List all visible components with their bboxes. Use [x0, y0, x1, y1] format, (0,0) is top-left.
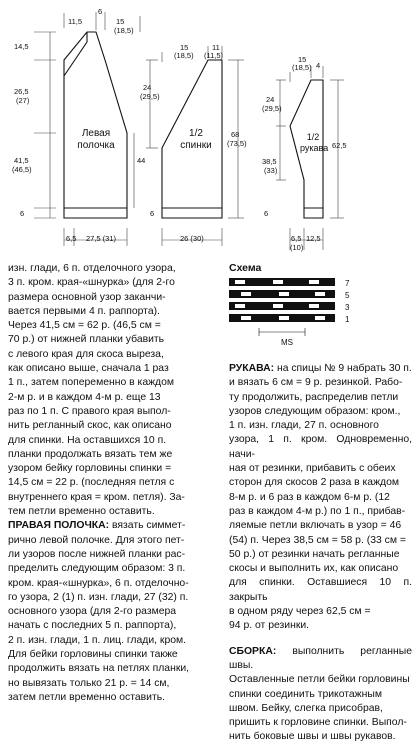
text-line: пришить к горловине спинки. Выпол- [229, 717, 407, 729]
left-top-mid-dim: 6 [98, 7, 103, 16]
text-line: ная от резинки, прибавить с обеих [229, 463, 396, 475]
text-line: но вывязать только 21 р. = 14 см, [8, 677, 170, 689]
back-top-right-alt-dim: (11,5) [204, 51, 224, 60]
back-h68-alt-dim: (73,5) [227, 139, 247, 148]
schema-ms-label: MS [281, 338, 293, 347]
text-line: основного узора (для 2-го размера [8, 606, 177, 618]
back-h68-dim: 68 [231, 130, 240, 139]
left-bottom-left-dim: 6,5 [66, 234, 77, 243]
sleeve-h625-dim: 62,5 [332, 141, 347, 150]
sleeve-h6-dim: 6 [264, 209, 269, 218]
sleeve-top-left-alt-dim: (18,5) [292, 63, 312, 72]
text-line: 14,5 см = 22 р. (последняя петля с [8, 477, 175, 489]
text-line: 2-м р. и в каждом 4-м р. еще 13 [8, 391, 161, 403]
left-h6-dim: 6 [20, 209, 25, 218]
right-polochka-paragraph [8, 519, 214, 533]
text-line: вязать симмет- [109, 520, 186, 532]
text-line: го узора, 2 (1) п. изн. глади, 27 (32) п. [8, 591, 189, 603]
left-h415-alt-dim: (46,5) [12, 165, 32, 174]
text-line: ли узоров после нижней планки рас- [8, 548, 186, 560]
sleeve-piece-label: 1/2 рукава [300, 132, 329, 153]
text-line: выполнить регланные швы. [229, 645, 412, 671]
sleeve-h385-dim: 38,5 [262, 157, 277, 166]
left-h145-dim: 14,5 [14, 42, 29, 51]
text-line: рично левой полочке. Для этого пет- [8, 534, 185, 546]
sleeve-top-left-dim: 15 [298, 55, 307, 64]
text-line: узором бейку горловины спинки = [8, 463, 172, 475]
spacer [229, 634, 412, 645]
text-line: ту продолжить, распределив петли [229, 391, 399, 403]
text-line: вается первыми 4 п. раппорта). [8, 305, 160, 317]
text-line: узора, 1 п. кром. Одновременно, начи- [229, 434, 412, 460]
back-bottom-dim: 26 (30) [180, 234, 204, 243]
schema-row-7: 7 [345, 279, 350, 288]
back-top-right-dim: 11 [212, 43, 220, 52]
text-line: 94 р. от резинки. [229, 620, 310, 632]
text-line: внутреннего края = кром. петля). За- [8, 491, 185, 503]
left-top-left-dim: 11,5 [68, 17, 83, 26]
text-line: скосы и выполнить их, как описано [229, 563, 399, 575]
sleeve-bottom-left-alt-dim: (10) [290, 243, 304, 252]
text-line: нить регланный скос, как описано [8, 420, 172, 432]
text-line: Через 41,5 см = 62 р. (46,5 см = [8, 320, 161, 332]
text-line: (54) п. Через 38,5 см = 58 р. (33 см = [229, 534, 406, 546]
text-line: 8-м р. и 6 раз в каждом 6-м р. (12 [229, 491, 390, 503]
sleeve-h24-alt-dim: (29,5) [262, 104, 282, 113]
left-piece-placket-line [64, 32, 87, 76]
text-line: 50 р.) от резинки начать регланные [229, 548, 400, 560]
left-h415-dim: 41,5 [14, 156, 29, 165]
left-h265-dim: 26,5 [14, 87, 29, 96]
text-line: нить боковые швы и швы рукавов. [229, 731, 396, 743]
text-line: Для бейки горловины спинки также [8, 649, 178, 661]
text-line: начать с последних 5 п. раппорта), [8, 620, 177, 632]
back-h24-dim: 24 [143, 83, 152, 92]
sleeve-top-right-dim: 4 [316, 61, 321, 70]
right-polochka-heading: ПРАВАЯ ПОЛОЧКА: [8, 520, 110, 532]
left-piece-label: Левая полочка [77, 128, 115, 151]
text-line: пределить следующим образом: 3 п. [8, 563, 186, 575]
text-line: в одном ряду через 62,5 см = [229, 606, 371, 618]
text-line: кром. края-«шнурка», 6 п. отделочно- [8, 577, 189, 589]
text-line: затем петли временно оставить. [8, 691, 166, 703]
text-line: продолжить вязать на петлях планки, [8, 663, 190, 675]
text-line: швом. Бейку, слегка присобрав, [229, 702, 383, 714]
left-text-column [8, 262, 214, 705]
sborka-paragraph [229, 645, 412, 674]
text-line: планки продолжать вязать тем же [8, 448, 173, 460]
left-piece-outline [64, 32, 127, 218]
left-top-right-dim: 15 [116, 17, 125, 26]
left-h265-alt-dim: (27) [16, 96, 30, 105]
text-line: Оставленные петли бейки горловины [229, 674, 410, 686]
back-h6-dim: 6 [150, 209, 155, 218]
back-top-left-alt-dim: (18,5) [174, 51, 194, 60]
text-line: сторон для скосов 2 раза в каждом [229, 477, 400, 489]
left-h44-dim: 44 [137, 156, 146, 165]
schema-row-5: 5 [345, 291, 350, 300]
text-line: на спицы № 9 набрать 30 п. [274, 363, 412, 374]
text-line: ляемые петли включать в узор = 46 [229, 520, 402, 532]
sleeve-bottom-left-dim: 6,5 [291, 234, 302, 243]
text-line: 3 п. кром. края-«шнурка» (для 2-го [8, 277, 175, 289]
rukava-heading: РУКАВА: [229, 363, 275, 374]
text-line: и вязать 6 см = 9 р. резинкой. Рабо- [229, 377, 403, 389]
text-line: 1 п. изн. глади, 27 п. основного [229, 420, 379, 432]
text-line: раз по 1 п. С правого края выпол- [8, 405, 171, 417]
text-line: тем петли временно оставить. [8, 506, 155, 518]
sleeve-bottom-right-dim: 12,5 [306, 234, 321, 243]
text-line: размера основной узор заканчи- [8, 291, 166, 303]
schema-row-3: 3 [345, 303, 350, 312]
text-line: для спинки. Оставшиеся 10 п. закрыть [229, 577, 412, 603]
left-top-right-alt-dim: (18,5) [114, 26, 134, 35]
text-line: с левого края для скоса выреза, [8, 348, 164, 360]
text-line: 1 п., затем попеременно в каждом [8, 377, 175, 389]
sborka-heading: СБОРКА: [229, 645, 277, 657]
text-line: для спинки. На оставшихся 10 п. [8, 434, 167, 446]
back-top-left-dim: 15 [180, 43, 189, 52]
text-line: раз в каждом 4-м р.) по 1 п., прибав- [229, 505, 406, 517]
sleeve-h24-dim: 24 [266, 95, 275, 104]
back-piece-label: 1/2 спинки [180, 128, 212, 151]
text-line: изн. глади, 6 п. отделочного узора, [8, 263, 176, 274]
right-text-column [229, 362, 412, 745]
text-line: 2 п. изн. глади, 1 п. лиц. глади, кром. [8, 634, 187, 646]
text-line: спинки соединить трикотажным [229, 688, 382, 700]
left-bottom-right-dim: 27,5 (31) [86, 234, 117, 243]
text-line: 70 р.) от нижней планки убавить [8, 334, 165, 346]
schema-row-1: 1 [345, 315, 350, 324]
text-line: узоров следующим образом: кром., [229, 405, 401, 417]
sleeve-h385-alt-dim: (33) [264, 166, 278, 175]
rukava-paragraph [229, 362, 412, 376]
schema-title: Схема [229, 262, 262, 274]
back-h24-alt-dim: (29,5) [140, 92, 160, 101]
text-line: как описано выше, сначала 1 раз [8, 363, 169, 375]
